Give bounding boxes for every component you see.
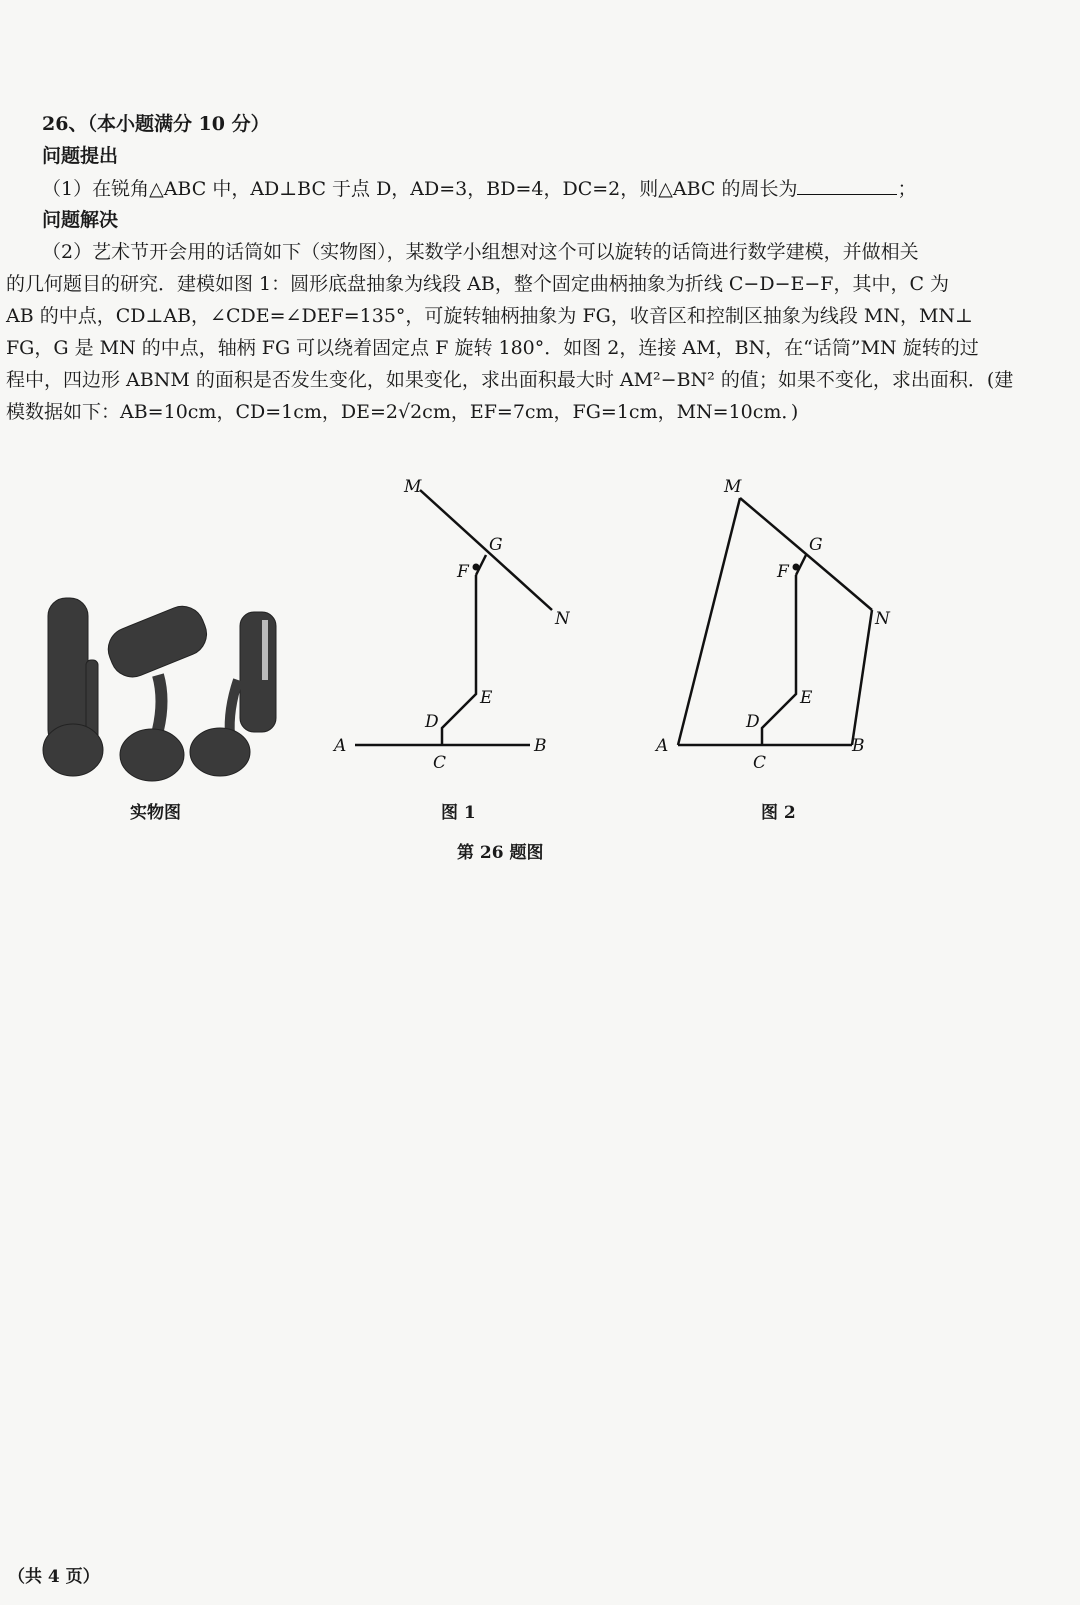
question-1-end: ；	[897, 178, 917, 200]
section-title-1: 问题提出	[42, 145, 119, 167]
label-E: E	[800, 688, 813, 708]
question-2-line: 模数据如下：AB=10cm，CD=1cm，DE=2√2cm，EF=7cm，FG=1cm，MN=10cm．)	[6, 401, 799, 423]
question-2-line: （2）艺术节开会用的话筒如下（实物图），某数学小组想对这个可以旋转的话筒进行数学建模，并做相关	[42, 241, 919, 263]
label-N: N	[875, 609, 890, 629]
label-M: M	[724, 477, 742, 497]
point-F	[793, 564, 800, 571]
figure-group-caption: 第 26 题图	[457, 843, 544, 863]
segment-MN	[740, 498, 872, 610]
label-A: A	[334, 736, 347, 756]
label-D: D	[425, 712, 439, 732]
question-1-text: （1）在锐角△ABC 中，AD⊥BC 于点 D，AD=3，BD=4，DC=2，则△ABC 的周长为	[42, 178, 798, 200]
mic-3-base	[190, 728, 250, 776]
label-C: C	[433, 753, 447, 773]
label-G: G	[809, 535, 823, 555]
segment-BN	[852, 610, 872, 745]
microphone-photo	[40, 590, 290, 790]
problem-header: 26、（本小题满分 10 分）	[42, 113, 270, 135]
figure-1	[330, 470, 570, 780]
label-C: C	[753, 753, 767, 773]
page-footer: （共 4 页）	[8, 1567, 100, 1587]
mic-3-body	[240, 612, 276, 732]
label-M: M	[404, 477, 422, 497]
answer-blank	[797, 176, 897, 195]
mic-3-stand	[230, 680, 238, 735]
label-D: D	[746, 712, 760, 732]
label-F: F	[777, 562, 789, 582]
section-title-2: 问题解决	[42, 209, 119, 231]
question-2-line: AB 的中点，CD⊥AB，∠CDE=∠DEF=135°，可旋转轴柄抽象为 FG，收音区和控制区抽象为线段 MN，MN⊥	[6, 305, 973, 327]
question-2-line: 程中，四边形 ABNM 的面积是否发生变化，如果变化，求出面积最大时 AM²−BN² 的值；如果不变化，求出面积．(建	[6, 369, 1014, 391]
question-2-line: 的几何题目的研究．建模如图 1：圆形底盘抽象为线段 AB，整个固定曲柄抽象为折线 C−D−E−F，其中，C 为	[6, 273, 950, 295]
label-G: G	[489, 535, 503, 555]
label-B: B	[534, 736, 547, 756]
polyline-CDEF	[762, 575, 796, 745]
point-F	[473, 564, 480, 571]
label-N: N	[555, 609, 570, 629]
segment-AM	[678, 498, 740, 745]
question-2-line: FG，G 是 MN 的中点，轴柄 FG 可以绕着固定点 F 旋转 180°．如图 2，连接 AM，BN，在“话筒”MN 旋转的过	[6, 337, 979, 359]
polyline-CDEF	[442, 575, 476, 745]
figure-2-caption: 图 2	[761, 803, 796, 823]
photo-caption: 实物图	[130, 803, 181, 823]
mic-1-base	[43, 724, 103, 776]
label-B: B	[852, 736, 865, 756]
label-E: E	[480, 688, 493, 708]
mic-2-base	[120, 729, 184, 781]
figure-1-caption: 图 1	[441, 803, 476, 823]
question-1	[42, 176, 917, 201]
label-A: A	[656, 736, 669, 756]
figure-2	[650, 470, 910, 780]
mic-2-body	[102, 600, 213, 684]
mic-2-stand	[158, 675, 162, 730]
segment-MN	[420, 490, 552, 610]
label-F: F	[457, 562, 469, 582]
